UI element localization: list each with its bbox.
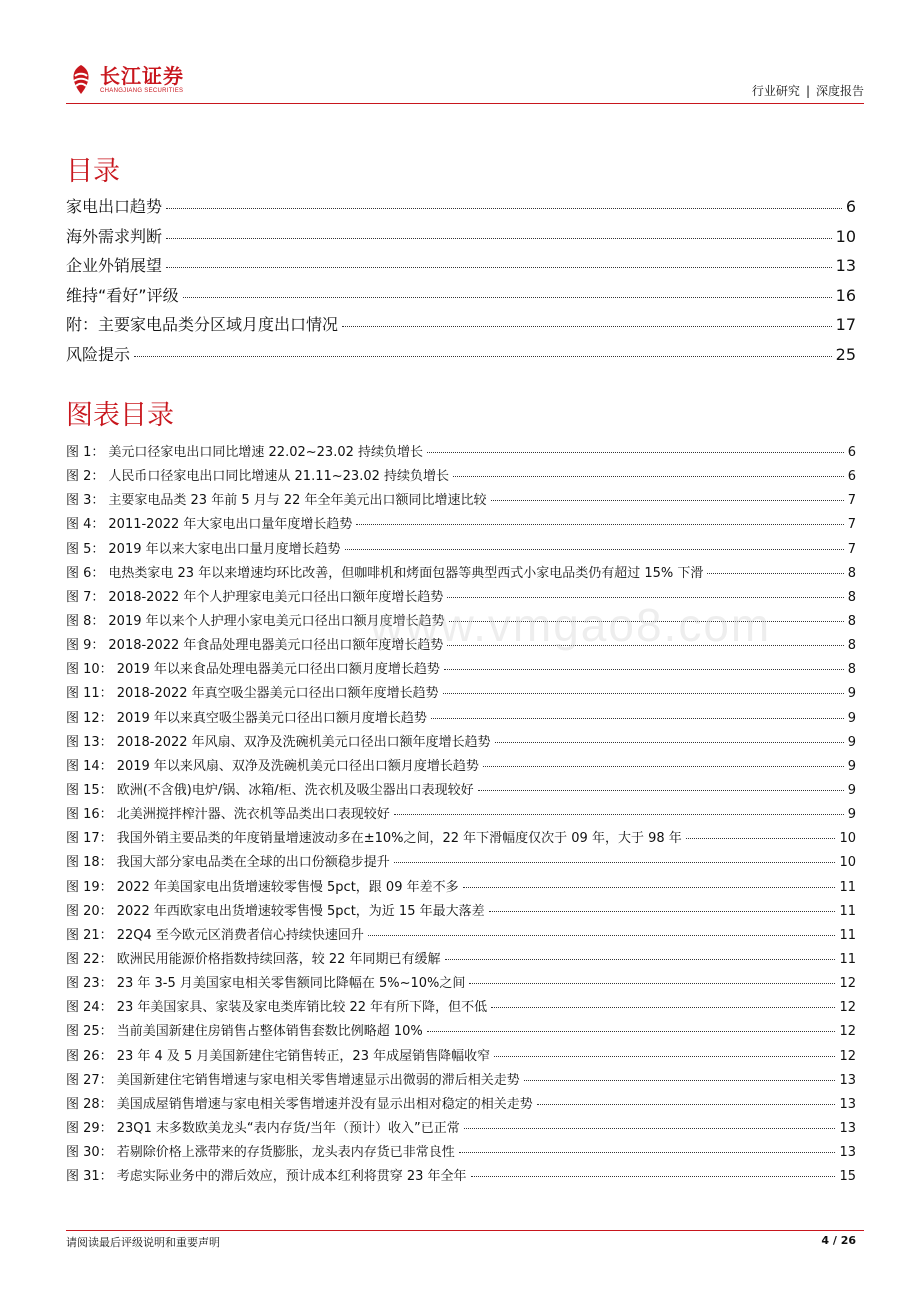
figure-entry-page: 9: [847, 734, 856, 750]
figure-toc-entry[interactable]: [66, 1117, 856, 1141]
figure-caption: 美国新建住宅销售增速与家电相关零售增速显示出微弱的滞后相关走势: [116, 1072, 520, 1088]
figure-entry-title: [66, 900, 485, 919]
dot-leader: [368, 935, 836, 936]
figure-entry-title: [66, 1165, 467, 1184]
figure-entry-page: 8: [847, 565, 856, 581]
figure-entry-page: 8: [847, 662, 856, 678]
figure-entry-page: 15: [839, 1169, 856, 1185]
toc-entry[interactable]: [66, 224, 856, 254]
figure-entry-page: 7: [847, 517, 856, 533]
figure-entry-page: 13: [839, 1072, 856, 1088]
figure-number: 图 20：: [66, 903, 113, 919]
figure-entry-title: [66, 682, 439, 701]
figure-number: 图 28：: [66, 1096, 113, 1112]
figure-entry-title: [66, 851, 390, 870]
figure-number: 图 3：: [66, 493, 105, 509]
dot-leader: [495, 742, 844, 743]
company-logo: [66, 62, 184, 98]
dot-leader: [491, 1007, 835, 1008]
dot-leader: [707, 573, 843, 574]
dot-leader: [464, 1128, 836, 1129]
figure-entry-title: [66, 1093, 533, 1112]
figure-entry-page: 7: [847, 541, 856, 557]
figure-number: 图 12：: [66, 710, 113, 726]
toc-entry-text: 家电出口趋势: [66, 197, 163, 216]
watermark: www.vmgao8.com: [370, 599, 772, 651]
figure-entry-page: 12: [839, 976, 856, 992]
figure-caption: 欧洲民用能源价格指数持续回落，较 22 年同期已有缓解: [116, 951, 441, 967]
figure-entry-title: [66, 731, 491, 750]
figure-number: 图 25：: [66, 1024, 113, 1040]
figure-number: 图 17：: [66, 831, 113, 847]
figure-caption: 22Q4 至今欧元区消费者信心持续快速回升: [116, 927, 364, 943]
figure-number: 图 10：: [66, 662, 113, 678]
figure-toc-entry[interactable]: [66, 779, 856, 803]
figure-entry-page: 13: [839, 1145, 856, 1161]
figure-number: 图 11：: [66, 686, 113, 702]
figure-caption: 电热类家电 23 年以来增速均环比改善，但咖啡机和烤面包器等典型西式小家电品类仍有超过 15% 下滑: [108, 565, 704, 581]
figure-toc-entry[interactable]: [66, 489, 856, 513]
figure-entry-page: 6: [847, 445, 856, 460]
dot-leader: [453, 476, 844, 477]
figure-entry-title: [66, 803, 390, 822]
category-label: 行业研究: [751, 84, 800, 98]
figure-toc-entry[interactable]: [66, 1045, 856, 1069]
toc-entry-text: 企业外销展望: [66, 256, 163, 275]
figure-entry-title: [66, 972, 465, 991]
dot-leader: [394, 814, 844, 815]
figure-caption: 我国大部分家电品类在全球的出口份额稳步提升: [116, 855, 390, 871]
figure-entry-page: 11: [839, 951, 856, 967]
header-separator: |: [805, 84, 810, 98]
dot-leader: [445, 959, 836, 960]
figure-number: 图 26：: [66, 1048, 113, 1064]
figure-toc-entry[interactable]: [66, 876, 856, 900]
figure-caption: 若剔除价格上涨带来的存货膨胀，龙头表内存货已非常良性: [116, 1145, 455, 1161]
figure-toc-entry[interactable]: [66, 658, 856, 682]
figure-caption: 2022 年西欧家电出货增速较零售慢 5pct，为近 15 年最大落差: [116, 903, 485, 919]
dot-leader: [345, 549, 844, 550]
figure-caption: 人民币口径家电出口同比增速从 21.11~23.02 持续负增长: [108, 469, 449, 485]
toc-entry-page: 13: [835, 256, 856, 275]
dot-leader: [478, 790, 844, 791]
toc-entry[interactable]: [66, 342, 856, 372]
footer-divider: [66, 1230, 864, 1231]
figure-entry-page: 8: [847, 638, 856, 654]
dot-leader: [443, 693, 844, 694]
figure-toc-entry[interactable]: [66, 1020, 856, 1044]
figure-number: 图 6：: [66, 565, 105, 581]
figure-caption: 23Q1 末多数欧美龙头“表内存货/当年（预计）收入”已正常: [116, 1120, 460, 1136]
logo-emblem-icon: [66, 62, 96, 98]
figure-caption: 我国外销主要品类的年度销量增速波动多在±10%之间，22 年下滑幅度仅次于 09 年，大于 98 年: [116, 831, 682, 847]
figure-toc-entry[interactable]: [66, 948, 856, 972]
figure-caption: 23 年美国家具、家装及家电类库销比较 22 年有所下降，但不低: [116, 1000, 488, 1016]
figure-caption: 美国成屋销售增速与家电相关零售增速并没有显示出相对稳定的相关走势: [116, 1096, 533, 1112]
figure-toc-entry[interactable]: [66, 465, 856, 489]
figure-entry-page: 9: [847, 686, 856, 702]
figure-toc-entry[interactable]: [66, 1141, 856, 1165]
figure-caption: 2018-2022 年风扇、双净及洗碗机美元口径出口额年度增长趋势: [116, 734, 491, 750]
figure-number: 图 2：: [66, 469, 105, 485]
toc-entry-page: 17: [835, 315, 856, 334]
figure-number: 图 7：: [66, 589, 105, 605]
dot-leader: [356, 524, 843, 525]
figure-entry-page: 10: [839, 855, 856, 871]
figure-entry-page: 8: [847, 589, 856, 605]
figure-number: 图 18：: [66, 855, 113, 871]
figure-caption: 2011-2022 年大家电出口量年度增长趋势: [108, 517, 353, 533]
figure-caption: 主要家电品类 23 年前 5 月与 22 年全年美元出口额同比增速比较: [108, 493, 487, 509]
figure-entry-page: 13: [839, 1120, 856, 1136]
dot-leader: [471, 1176, 836, 1177]
dot-leader: [342, 326, 832, 327]
figure-entry-page: 6: [847, 469, 856, 485]
header-divider: [66, 103, 864, 104]
dot-leader: [431, 718, 844, 719]
figure-number: 图 21：: [66, 927, 113, 943]
figure-toc-entry[interactable]: [66, 924, 856, 948]
toc-entry-page: 6: [845, 197, 856, 216]
dot-leader: [427, 1031, 836, 1032]
figure-toc-entry[interactable]: [66, 972, 856, 996]
figure-entry-page: 11: [839, 927, 856, 943]
footer-disclaimer: 请阅读最后评级说明和重要声明: [66, 1236, 220, 1249]
figure-toc-entry[interactable]: [66, 682, 856, 706]
toc-entry-text: 维持“看好”评级: [66, 285, 179, 305]
figure-number: 图 4：: [66, 517, 105, 533]
figure-entry-title: [66, 562, 703, 581]
figure-toc-entry[interactable]: [66, 707, 856, 731]
page-total: 26: [840, 1234, 856, 1247]
toc-title: 目录: [66, 156, 120, 187]
figure-caption: 考虑实际业务中的滞后效应，预计成本红利将贯穿 23 年全年: [116, 1169, 467, 1185]
dot-leader: [166, 267, 832, 268]
figure-entry-title: [66, 1117, 460, 1136]
figure-caption: 2019 年以来真空吸尘器美元口径出口额月度增长趋势: [116, 710, 427, 726]
figure-entry-page: 11: [839, 879, 856, 895]
figure-number: 图 19：: [66, 879, 113, 895]
toc-entry[interactable]: [66, 194, 856, 224]
figure-entry-title: [66, 441, 423, 460]
figure-entry-title: [66, 779, 474, 798]
figure-entry-page: 10: [839, 831, 856, 847]
figure-toc-entry[interactable]: [66, 1165, 856, 1189]
figure-toc-entry[interactable]: [66, 900, 856, 924]
figure-caption: 23 年 3-5 月美国家电相关零售额同比降幅在 5%~10%之间: [116, 976, 466, 992]
figure-number: 图 31：: [66, 1169, 113, 1185]
dot-leader: [524, 1080, 836, 1081]
page-number: [821, 1234, 856, 1247]
figure-entry-title: [66, 538, 341, 557]
figure-entry-page: 11: [839, 903, 856, 919]
figure-number: 图 15：: [66, 782, 113, 798]
toc-entry-text: 海外需求判断: [66, 226, 163, 246]
figure-number: 图 27：: [66, 1072, 113, 1088]
figure-toc-entry[interactable]: [66, 513, 856, 537]
logo-english-name: CHANGJIANG SECURITIES: [100, 88, 184, 94]
figure-number: 图 1：: [66, 445, 105, 460]
toc-entry-text: 附：主要家电品类分区域月度出口情况: [66, 315, 339, 334]
figure-number: 图 8：: [66, 613, 105, 629]
figure-toc-entry[interactable]: [66, 851, 856, 875]
toc-entry-text: 风险提示: [66, 344, 131, 364]
figure-entry-title: [66, 1141, 455, 1160]
figure-caption: 2019 年以来个人护理小家电美元口径出口额月度增长趋势: [108, 613, 445, 629]
figure-entry-title: [66, 513, 352, 532]
figure-caption: 2018-2022 年个人护理家电美元口径出口额年度增长趋势: [108, 589, 444, 605]
figure-toc-entry[interactable]: [66, 538, 856, 562]
figure-caption: 美元口径家电出口同比增速 22.02~23.02 持续负增长: [108, 445, 423, 460]
logo-chinese-name: 长江证券: [100, 64, 184, 88]
figure-entry-title: [66, 996, 487, 1015]
figure-number: 图 16：: [66, 807, 113, 823]
figure-entry-title: [66, 924, 364, 943]
page-current: 4: [821, 1234, 829, 1247]
figure-entry-title: [66, 755, 479, 774]
figure-entry-title: [66, 1069, 520, 1088]
page-header: [66, 62, 864, 106]
dot-leader: [494, 1056, 835, 1057]
figure-entry-page: 7: [847, 493, 856, 509]
figure-entry-page: 9: [847, 710, 856, 726]
toc-entry-page: 25: [835, 344, 856, 364]
figure-toc-entry[interactable]: [66, 562, 856, 586]
figure-table-of-contents: [66, 441, 856, 1189]
figure-caption: 2019 年以来风扇、双净及洗碗机美元口径出口额月度增长趋势: [116, 758, 479, 774]
dot-leader: [686, 838, 836, 839]
figure-toc-entry[interactable]: [66, 1093, 856, 1117]
figure-number: 图 14：: [66, 758, 113, 774]
dot-leader: [537, 1104, 836, 1105]
figure-entry-page: 12: [839, 1048, 856, 1064]
figure-entry-page: 9: [847, 758, 856, 774]
toc-entry[interactable]: [66, 253, 856, 283]
figure-number: 图 30：: [66, 1145, 113, 1161]
figure-entry-page: 12: [839, 1000, 856, 1016]
page-separator: /: [832, 1234, 837, 1247]
figure-entry-page: 8: [847, 613, 856, 629]
dot-leader: [427, 452, 844, 453]
figure-caption: 欧洲(不含俄)电炉/锅、冰箱/柜、洗衣机及吸尘器出口表现较好: [116, 782, 474, 798]
dot-leader: [166, 238, 832, 239]
figure-toc-title: 图表目录: [66, 400, 174, 431]
figure-caption: 当前美国新建住房销售占整体销售套数比例略超 10%: [116, 1024, 423, 1040]
dot-leader: [491, 500, 844, 501]
figure-entry-title: [66, 1045, 490, 1064]
report-category: [752, 82, 864, 99]
figure-entry-page: 9: [847, 782, 856, 798]
dot-leader: [463, 887, 836, 888]
figure-number: 图 29：: [66, 1120, 113, 1136]
figure-entry-title: [66, 465, 449, 484]
dot-leader: [469, 983, 835, 984]
figure-entry-title: [66, 827, 682, 846]
figure-caption: 北美洲搅拌榨汁器、洗衣机等品类出口表现较好: [116, 807, 390, 823]
figure-caption: 2019 年以来食品处理电器美元口径出口额月度增长趋势: [116, 662, 440, 678]
figure-toc-entry[interactable]: [66, 1069, 856, 1093]
figure-entry-title: [66, 489, 487, 508]
toc-entry-page: 16: [835, 285, 856, 305]
figure-caption: 2018-2022 年真空吸尘器美元口径出口额年度增长趋势: [116, 686, 439, 702]
figure-number: 图 22：: [66, 951, 113, 967]
toc-entry-page: 10: [835, 226, 856, 246]
figure-toc-entry[interactable]: [66, 803, 856, 827]
dot-leader: [183, 297, 832, 298]
dot-leader: [459, 1152, 836, 1153]
dot-leader: [489, 911, 836, 912]
figure-toc-entry[interactable]: [66, 996, 856, 1020]
figure-caption: 2019 年以来大家电出口量月度增长趋势: [108, 541, 341, 557]
figure-number: 图 13：: [66, 734, 113, 750]
dot-leader: [444, 669, 844, 670]
toc-entry[interactable]: [66, 312, 856, 342]
figure-caption: 2022 年美国家电出货增速较零售慢 5pct，跟 09 年差不多: [116, 879, 459, 895]
table-of-contents: [66, 194, 856, 371]
figure-entry-page: 12: [839, 1024, 856, 1040]
figure-entry-title: [66, 948, 441, 967]
figure-caption: 2018-2022 年食品处理电器美元口径出口额年度增长趋势: [108, 638, 444, 654]
figure-number: 图 9：: [66, 638, 105, 654]
figure-toc-entry[interactable]: [66, 755, 856, 779]
dot-leader: [394, 862, 836, 863]
figure-entry-title: [66, 658, 440, 677]
figure-number: 图 5：: [66, 541, 105, 557]
figure-caption: 23 年 4 及 5 月美国新建住宅销售转正，23 年成屋销售降幅收窄: [116, 1048, 491, 1064]
figure-number: 图 23：: [66, 976, 113, 992]
figure-entry-title: [66, 1020, 423, 1039]
figure-entry-page: 13: [839, 1096, 856, 1112]
figure-entry-title: [66, 876, 459, 895]
figure-entry-title: [66, 707, 427, 726]
figure-toc-entry[interactable]: [66, 827, 856, 851]
dot-leader: [166, 208, 842, 209]
report-type-label: 深度报告: [815, 84, 864, 98]
toc-entry[interactable]: [66, 283, 856, 313]
dot-leader: [134, 356, 832, 357]
figure-number: 图 24：: [66, 1000, 113, 1016]
figure-entry-page: 9: [847, 807, 856, 823]
dot-leader: [483, 766, 844, 767]
figure-toc-entry[interactable]: [66, 441, 856, 465]
figure-toc-entry[interactable]: [66, 731, 856, 755]
